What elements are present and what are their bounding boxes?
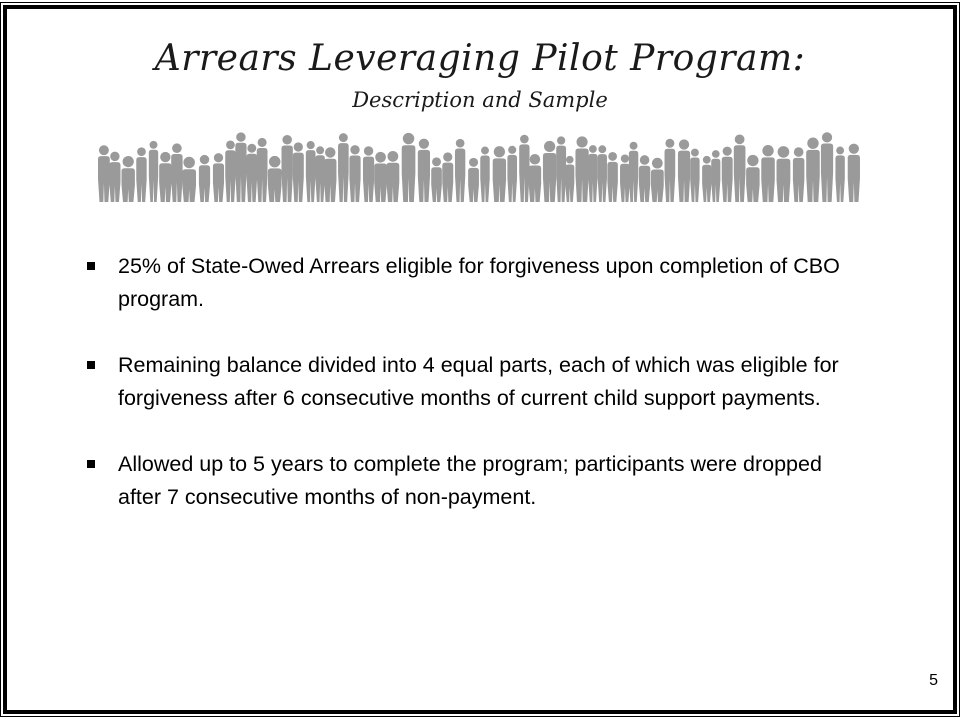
person-silhouette — [349, 145, 360, 202]
slide-subtitle: Description and Sample — [352, 88, 608, 112]
person-silhouette — [639, 155, 650, 202]
person-silhouette — [225, 141, 235, 202]
person-silhouette — [777, 146, 791, 202]
page-number: 5 — [929, 672, 938, 689]
person-silhouette — [315, 146, 324, 202]
person-silhouette — [543, 141, 556, 202]
person-silhouette — [136, 147, 146, 202]
person-silhouette — [374, 152, 387, 202]
person-silhouette — [711, 150, 720, 202]
person-silhouette — [257, 138, 268, 202]
person-silhouette — [678, 139, 690, 202]
person-silhouette — [402, 133, 416, 202]
bullet-text: Remaining balance divided into 4 equal parts, each of which was eligible for forgiveness after 6 consecutive months of current child support payments. — [118, 353, 839, 410]
person-silhouette — [418, 139, 430, 202]
bullet-text: 25% of State-Owed Arrears eligible for forgiveness upon completion of CBO program. — [118, 254, 840, 311]
person-silhouette — [213, 153, 224, 202]
person-silhouette — [182, 157, 196, 202]
person-silhouette — [246, 144, 257, 202]
person-silhouette — [109, 152, 120, 202]
person-silhouette — [793, 147, 804, 202]
person-silhouette — [690, 149, 699, 202]
person-silhouette — [98, 145, 110, 202]
square-bullet-icon — [87, 460, 95, 468]
person-silhouette — [324, 147, 336, 202]
person-silhouette — [442, 152, 453, 202]
person-silhouette — [159, 152, 171, 202]
person-silhouette — [761, 145, 775, 202]
person-silhouette — [575, 136, 588, 202]
person-silhouette — [620, 154, 630, 202]
person-silhouette — [519, 135, 529, 202]
bullet-list — [84, 250, 864, 547]
person-silhouette — [306, 141, 316, 202]
person-silhouette — [268, 156, 282, 202]
person-silhouette — [468, 158, 479, 202]
square-bullet-icon — [87, 262, 95, 270]
person-silhouette — [835, 147, 844, 202]
person-silhouette — [149, 141, 158, 202]
person-silhouette — [493, 146, 506, 202]
person-silhouette — [734, 134, 746, 202]
person-silhouette — [122, 156, 135, 202]
bullet-text: Allowed up to 5 years to complete the program; participants were dropped after 7 consecutive months of non-payment. — [118, 452, 822, 509]
person-silhouette — [171, 143, 182, 202]
person-silhouette — [338, 133, 349, 202]
square-bullet-icon — [87, 361, 95, 369]
person-silhouette — [722, 147, 733, 202]
person-silhouette — [806, 138, 820, 202]
person-silhouette — [598, 145, 607, 202]
person-silhouette — [480, 147, 489, 202]
person-silhouette — [565, 156, 574, 202]
bullet-item — [84, 250, 864, 316]
person-silhouette — [588, 145, 597, 202]
person-silhouette — [702, 156, 711, 202]
person-silhouette — [431, 157, 442, 202]
person-silhouette — [529, 154, 542, 202]
person-silhouette — [363, 146, 374, 202]
person-silhouette — [235, 132, 246, 202]
person-silhouette — [455, 139, 465, 202]
person-silhouette — [629, 142, 638, 202]
person-silhouette — [746, 155, 759, 202]
person-silhouette — [281, 135, 292, 202]
people-crowd-icon — [96, 130, 866, 202]
bullet-item — [84, 448, 864, 514]
person-silhouette — [848, 144, 860, 202]
person-silhouette — [386, 151, 399, 202]
person-silhouette — [665, 139, 676, 202]
person-silhouette — [607, 152, 617, 202]
person-silhouette — [293, 142, 304, 202]
person-silhouette — [556, 136, 566, 202]
bullet-item — [84, 349, 864, 415]
person-silhouette — [507, 146, 517, 202]
person-silhouette — [199, 155, 210, 202]
person-silhouette — [821, 132, 833, 202]
person-silhouette — [651, 158, 664, 202]
slide-title: Arrears Leveraging Pilot Program: — [154, 38, 806, 79]
